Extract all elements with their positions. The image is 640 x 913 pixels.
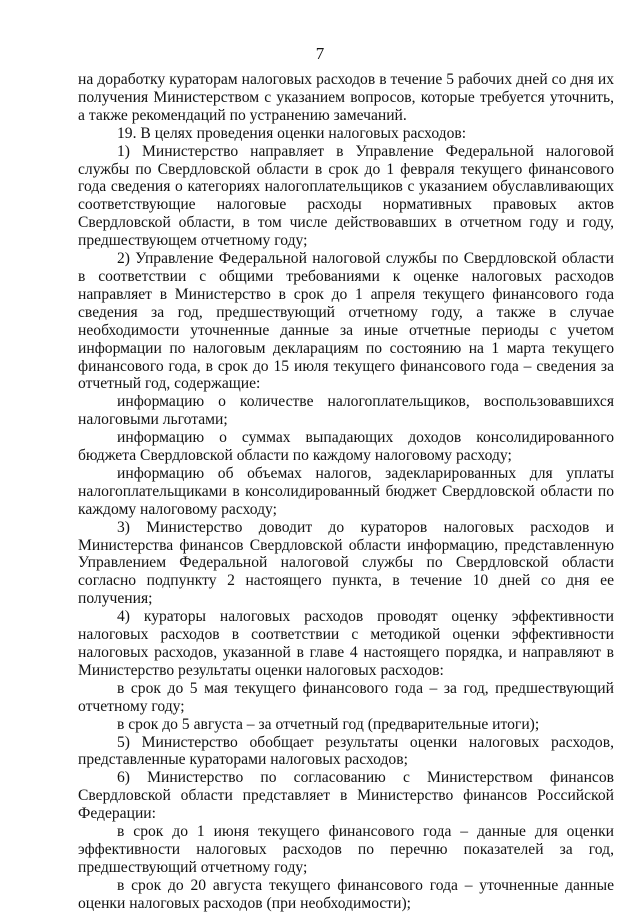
paragraph-subitem-6: 6) Министерство по согласованию с Министерством финансов Свердловской области представляет в Министерство финансов Российской Федерации: [78,769,614,823]
paragraph-deadline-august-20: в срок до 20 августа текущего финансового года – уточненные данные оценки налоговых расходов (при необходимости); [78,876,614,912]
paragraph-item-19: 19. В целях проведения оценки налоговых расходов: [117,124,467,142]
paragraph-deadline-august: в срок до 5 августа – за отчетный год (предварительные итоги); [117,715,540,733]
paragraph-info-taxpayers: информацию о количестве налогоплательщиков, воспользовавшихся налоговыми льготами; [78,393,614,429]
paragraph-subitem-2: 2) Управление Федеральной налоговой службы по Свердловской области в соответствии с общими требованиями к оценке налоговых расходов направляет в Министерство в срок до 1 апреля текущего финансового года сведения за год, предшествующий отчетному году, а также в случае необходимости уточненные данные за иные отчетные периоды с учетом информации по налоговым декларациям по состоянию на 1 марта текущего финансового года, в срок до 15 июля текущего финансового года – сведения за отчетный год, содержащие: [78,250,614,393]
paragraph-info-tax-volumes: информацию об объемах налогов, задекларированных для уплаты налогоплательщиками в консолидированный бюджет Свердловской области по каждому налоговому расходу; [78,464,614,518]
page-number: 7 [315,44,325,63]
paragraph-info-revenue: информацию о суммах выпадающих доходов консолидированного бюджета Свердловской области по каждому налоговому расходу; [78,429,614,465]
paragraph-subitem-1: 1) Министерство направляет в Управление Федеральной налоговой службы по Свердловской области в срок до 1 февраля текущего финансового года сведения о категориях налогоплательщиков с указанием обуславливающих соответствующие налоговые расходы нормативных правовых актов Свердловской области, в том числе действовавших в отчетном году и году, предшествующем отчетному году; [78,142,614,250]
paragraph-continuation: на доработку кураторам налоговых расходов в течение 5 рабочих дней со дня их получения Министерством с указанием вопросов, которые требуется уточнить, а также рекомендаций по устранению замечаний. [78,71,614,124]
paragraph-deadline-june: в срок до 1 июня текущего финансового года – данные для оценки эффективности налоговых расходов по перечню показателей за год, предшествующий отчетному году; [78,823,614,876]
document-body [78,71,614,913]
paragraph-deadline-may: в срок до 5 мая текущего финансового года – за год, предшествующий отчетному году; [78,679,614,715]
paragraph-subitem-4: 4) кураторы налоговых расходов проводят оценку эффективности налоговых расходов в соответствии с методикой оценки эффективности налоговых расходов, указанной в главе 4 настоящего порядка, и направляют в Министерство результаты оценки налоговых расходов: [78,608,614,679]
paragraph-subitem-3: 3) Министерство доводит до кураторов налоговых расходов и Министерства финансов Свердловской области информацию, представленную Управлением Федеральной налоговой службы по Свердловской области согласно подпункту 2 настоящего пункта, в течение 10 дней со дня ее получения; [78,518,614,608]
paragraph-subitem-5: 5) Министерство обобщает результаты оценки налоговых расходов, представленные кураторами налоговых расходов; [78,733,614,769]
